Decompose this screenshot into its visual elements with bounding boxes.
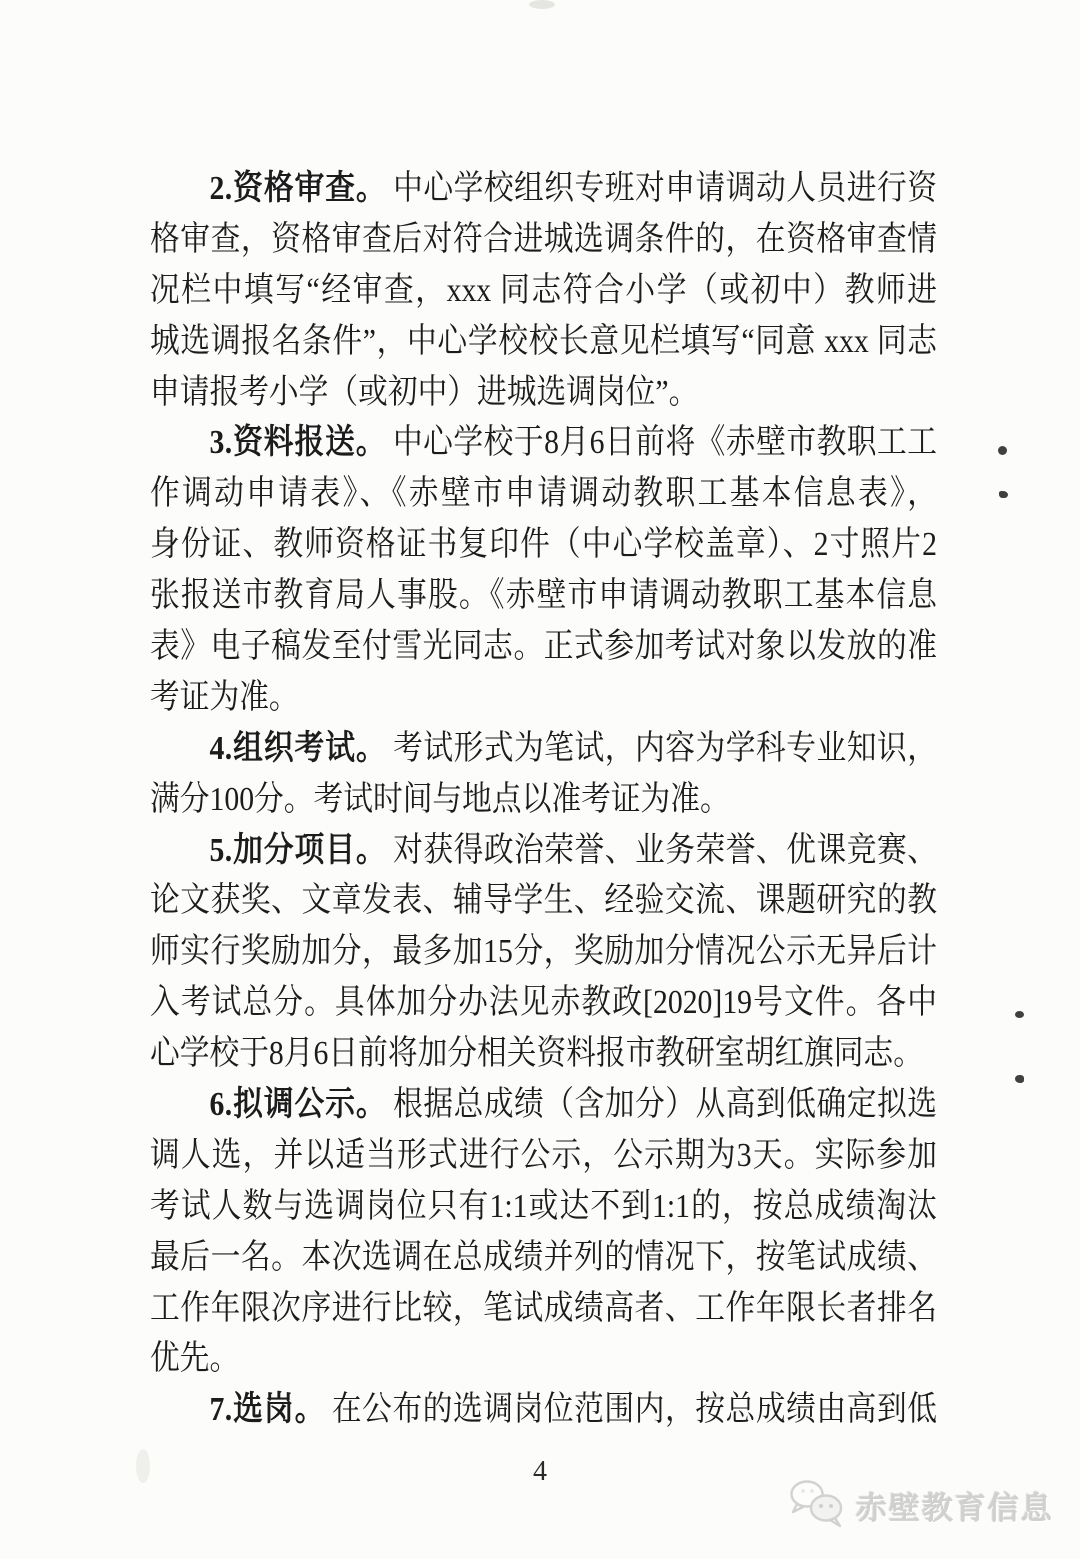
- text-line: 师实行奖励加分，最多加15分，奖励加分情况公示无异后计: [150, 933, 937, 971]
- text-line: 工作年限次序进行比较，笔试成绩高者、工作年限长者排名: [150, 1289, 937, 1327]
- paragraph-text: 中心学校组织专班对申请调动人员进行资: [393, 170, 937, 207]
- watermark-text: 赤壁教育信息: [856, 1490, 1054, 1526]
- paragraph-text: 在公布的选调岗位范围内，按总成绩由高到低: [331, 1391, 937, 1429]
- scan-speck: [998, 446, 1007, 455]
- text-line: [150, 418, 937, 469]
- paragraph-label: 4.组织考试。: [209, 729, 387, 767]
- paragraph: [150, 418, 937, 723]
- text-line: [150, 724, 937, 775]
- text-line: 心学校于8月6日前将加分相关资料报市教研室胡红旗同志。: [150, 1035, 923, 1073]
- text-line: 入考试总分。具体加分办法见赤教政[2020]19号文件。各中: [150, 984, 937, 1022]
- text-line: 满分100分。考试时间与地点以准考证为准。: [150, 780, 730, 818]
- text-line: [150, 1080, 937, 1131]
- text-line: 优先。: [150, 1340, 240, 1378]
- text-line: 身份证、教师资格证书复印件（中心学校盖章）、2寸照片2: [150, 526, 937, 564]
- paragraph-label: 2.资格审查。: [209, 170, 387, 207]
- scan-speck: [1015, 1011, 1024, 1018]
- text-line: 最后一名。本次选调在总成绩并列的情况下，按笔试成绩、: [150, 1238, 937, 1276]
- paragraph-label: 3.资料报送。: [209, 424, 387, 462]
- text-line: 表》电子稿发至付雪光同志。正式参加考试对象以发放的准: [150, 628, 937, 666]
- paragraph: [150, 164, 937, 418]
- text-line: 张报送市教育局人事股。《赤壁市申请调动教职工基本信息: [150, 577, 937, 615]
- scan-speck: [999, 491, 1008, 498]
- paragraph-label: 6.拟调公示。: [209, 1086, 387, 1124]
- paragraph-text: 根据总成绩（含加分）从高到低确定拟选: [393, 1086, 937, 1124]
- paragraph: [150, 1385, 937, 1436]
- watermark: [786, 1478, 1054, 1532]
- scan-smudge: [529, 0, 555, 9]
- text-line: 申请报考小学（或初中）进城选调岗位”。: [150, 373, 699, 411]
- document-body: [150, 164, 937, 1436]
- text-line: [150, 164, 937, 215]
- text-line: 作调动申请表》、《赤壁市申请调动教职工基本信息表》，: [150, 475, 937, 513]
- page-number: 4: [533, 1456, 547, 1487]
- text-line: 论文获奖、文章发表、辅导学生、经验交流、课题研究的教: [150, 882, 937, 920]
- text-line: 考试人数与选调岗位只有1:1或达不到1:1的，按总成绩淘汰: [150, 1187, 937, 1225]
- text-line: 城选调报名条件”，中心学校校长意见栏填写“同意 xxx 同志: [150, 322, 937, 360]
- text-line: 格审查，资格审查后对符合进城选调条件的，在资格审查情: [150, 220, 937, 258]
- text-line: 调人选，并以适当形式进行公示，公示期为3天。实际参加: [150, 1136, 937, 1174]
- paragraph-text: 对获得政治荣誉、业务荣誉、优课竞赛、: [393, 831, 937, 869]
- wechat-chat-bubbles-icon: [786, 1478, 852, 1532]
- text-line: 考证为准。: [150, 678, 299, 716]
- paragraph-label: 7.选岗。: [209, 1391, 326, 1429]
- paragraph-text: 中心学校于8月6日前将《赤壁市教职工工: [392, 424, 937, 462]
- scan-speck: [1015, 1075, 1024, 1083]
- paragraph: [150, 724, 937, 826]
- paragraph-label: 5.加分项目。: [209, 831, 387, 869]
- paragraph: [150, 1080, 937, 1385]
- paragraph-text: 考试形式为笔试，内容为学科专业知识，: [393, 729, 937, 767]
- text-line: [150, 826, 937, 877]
- text-line: 况栏中填写“经审查，xxx 同志符合小学（或初中）教师进: [150, 271, 937, 309]
- paragraph: [150, 826, 937, 1080]
- text-line: [150, 1385, 937, 1436]
